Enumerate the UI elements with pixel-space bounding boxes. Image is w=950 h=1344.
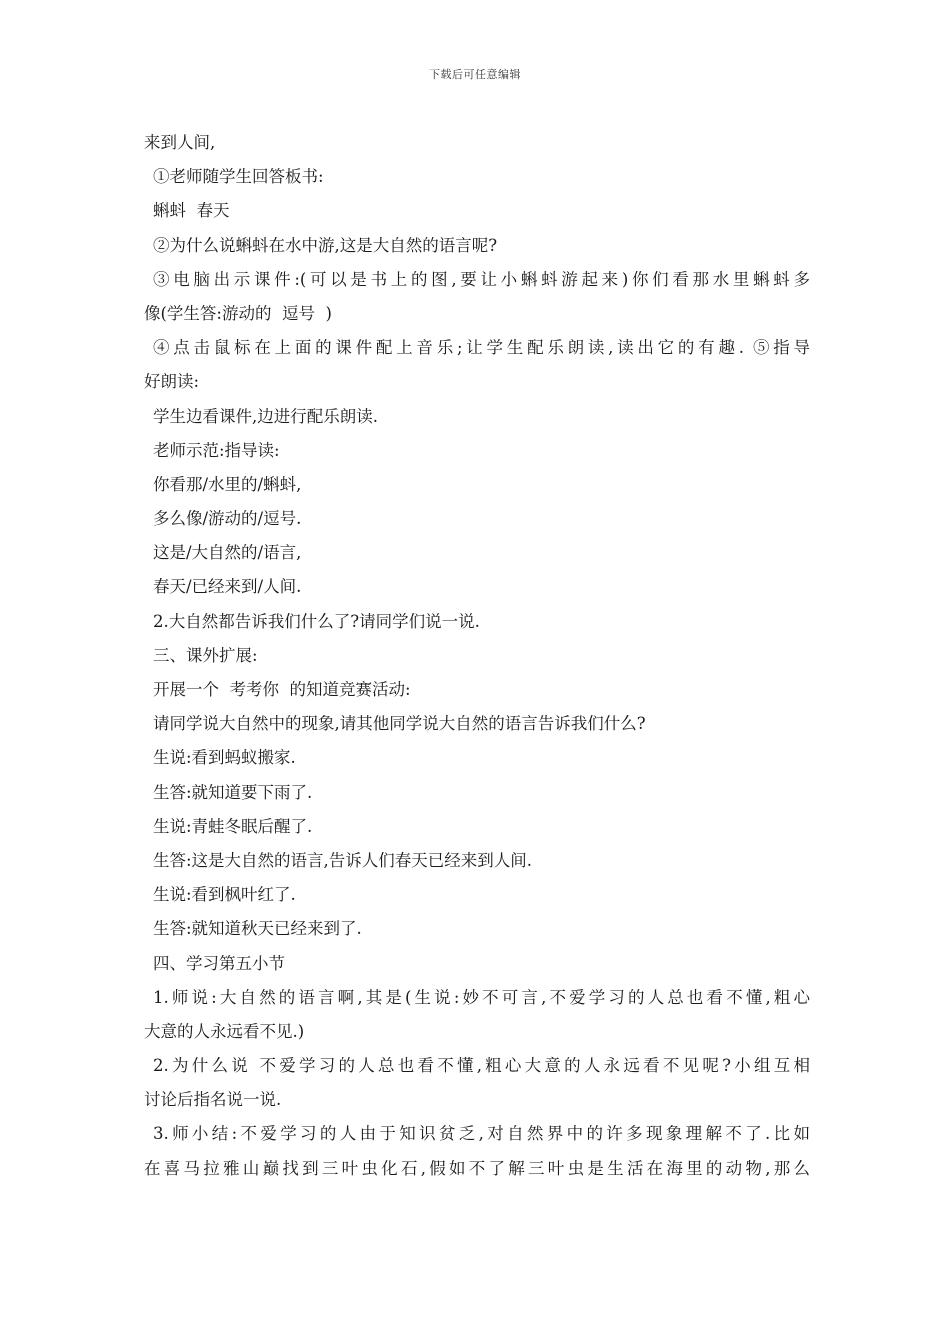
text-line: 学生边看课件,边进行配乐朗读. bbox=[153, 406, 378, 426]
text-line: 生答:就知道要下雨了. bbox=[153, 782, 313, 802]
text-line: 生说:看到枫叶红了. bbox=[153, 885, 296, 905]
text-line: 像(学生答:游动的 逗号 ) bbox=[144, 303, 332, 323]
text-line: ③电脑出示课件:(可以是书上的图,要让小蝌蚪游起来)你们看那水里蝌蚪多 bbox=[153, 269, 810, 289]
text-line: ①老师随学生回答板书: bbox=[153, 167, 324, 187]
text-line: 生答:就知道秋天已经来到了. bbox=[153, 919, 362, 939]
text-line: 开展一个 考考你 的知道竞赛活动: bbox=[153, 680, 411, 699]
text-line: 生说:看到蚂蚁搬家. bbox=[153, 748, 296, 768]
text-line: 1.师说:大自然的语言啊,其是(生说:妙不可言,不爱学习的人总也看不懂,粗心 bbox=[153, 987, 810, 1007]
page-header: 下载后可任意编辑 bbox=[429, 68, 521, 81]
text-line: 请同学说大自然中的现象,请其他同学说大自然的语言告诉我们什么? bbox=[153, 714, 646, 734]
text-line: 生说:青蛙冬眠后醒了. bbox=[153, 816, 313, 836]
text-line: 在喜马拉雅山巅找到三叶虫化石,假如不了解三叶虫是生活在海里的动物,那么 bbox=[144, 1158, 810, 1178]
text-line: 讨论后指名说一说. bbox=[144, 1090, 282, 1110]
text-line: 来到人间, bbox=[144, 133, 216, 152]
text-line: 春天/已经来到/人间. bbox=[153, 577, 302, 597]
text-line: 3.师小结:不爱学习的人由于知识贫乏,对自然界中的许多现象理解不了.比如 bbox=[153, 1124, 810, 1144]
text-line: 老师示范:指导读: bbox=[153, 440, 280, 460]
text-line: ④点击鼠标在上面的课件配上音乐;让学生配乐朗读,读出它的有趣. ⑤指导 bbox=[153, 338, 810, 358]
text-line: 2.为什么说 不爱学习的人总也看不懂,粗心大意的人永远看不见呢?小组互相 bbox=[153, 1056, 810, 1076]
text-line: 蝌蚪 春天 bbox=[153, 201, 230, 221]
document-body bbox=[144, 126, 810, 1186]
section-heading: 四、学习第五小节 bbox=[153, 953, 285, 973]
text-line: 2.大自然都告诉我们什么了?请同学们说一说. bbox=[153, 611, 480, 631]
section-heading: 三、课外扩展: bbox=[153, 645, 258, 665]
text-line: ②为什么说蝌蚪在水中游,这是大自然的语言呢? bbox=[153, 235, 498, 255]
text-line: 这是/大自然的/语言, bbox=[153, 543, 302, 563]
text-line: 大意的人永远看不见.) bbox=[144, 1021, 305, 1041]
text-line: 多么像/游动的/逗号. bbox=[153, 509, 302, 529]
text-line: 生答:这是大自然的语言,告诉人们春天已经来到人间. bbox=[153, 850, 533, 870]
text-line: 你看那/水里的/蝌蚪, bbox=[153, 474, 302, 494]
text-line: 好朗读: bbox=[144, 372, 200, 392]
